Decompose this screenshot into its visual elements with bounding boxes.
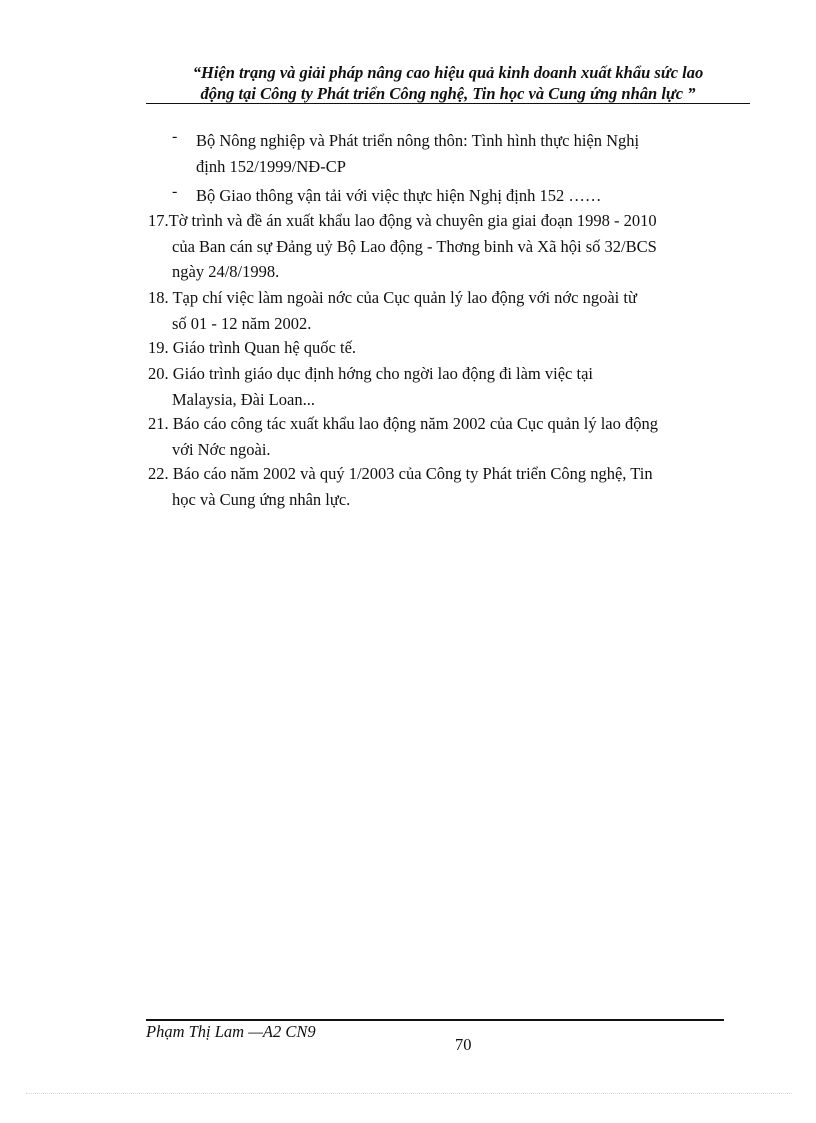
reference-item-21 (148, 411, 746, 462)
reference-text-line: ngày 24/8/1998. (172, 262, 280, 281)
reference-text-line: với Nớc ngoài. (172, 439, 271, 459)
bullet-item (172, 128, 748, 179)
bullet-marker: - (172, 128, 178, 145)
page-number: 70 (455, 1035, 472, 1054)
reference-item-18 (148, 285, 746, 336)
bullet-text-line: định 152/1999/NĐ-CP (196, 156, 346, 176)
page-header (146, 62, 750, 104)
header-underline (146, 103, 750, 104)
reference-item-20 (148, 361, 746, 412)
reference-text-line: 18. Tạp chí việc làm ngoài nớc của Cục quản lý lao động với nớc ngoài từ (148, 288, 637, 307)
page-bottom-divider (26, 1093, 792, 1094)
reference-text-line: 19. Giáo trình Quan hệ quốc tế. (148, 338, 357, 357)
reference-item-22 (148, 461, 746, 512)
reference-item-17 (148, 208, 746, 285)
bullet-text-line: Bộ Giao thông vận tải với việc thực hiện Nghị định 152 …… (196, 186, 602, 205)
bullet-marker: - (172, 183, 178, 200)
reference-text-line: 21. Báo cáo công tác xuất khẩu lao động năm 2002 của Cục quản lý lao động (148, 414, 658, 433)
bullet-item (172, 183, 748, 209)
bullet-text-line: Bộ Nông nghiệp và Phát triển nông thôn: Tình hình thực hiện Nghị (196, 131, 640, 150)
reference-text-line: 17.Tờ trình và đề án xuất khẩu lao động và chuyên gia giai đoạn 1998 - 2010 (148, 211, 657, 230)
reference-text-line: Malaysia, Đài Loan... (172, 389, 315, 409)
reference-text-line: 20. Giáo trình giáo dục định hớng cho ngời lao động đi làm việc tại (148, 364, 593, 383)
header-title-line-2: động tại Công ty Phát triển Công nghệ, Tin học và Cung ứng nhân lực ” (200, 84, 696, 103)
reference-text-line: 22. Báo cáo năm 2002 và quý 1/2003 của Công ty Phát triển Công nghệ, Tin (148, 464, 653, 483)
header-title-line-1: “Hiện trạng và giải pháp nâng cao hiệu quả kinh doanh xuất khẩu sức lao (192, 63, 704, 82)
reference-item-19 (148, 335, 746, 361)
footer-rule (146, 1019, 724, 1021)
footer-author: Phạm Thị Lam —A2 CN9 (146, 1022, 316, 1041)
reference-text-line: học và Cung ứng nhân lực. (172, 489, 351, 509)
reference-text-line: của Ban cán sự Đảng uỷ Bộ Lao động - Thơng binh và Xã hội số 32/BCS (172, 236, 657, 256)
reference-text-line: số 01 - 12 năm 2002. (172, 313, 312, 333)
